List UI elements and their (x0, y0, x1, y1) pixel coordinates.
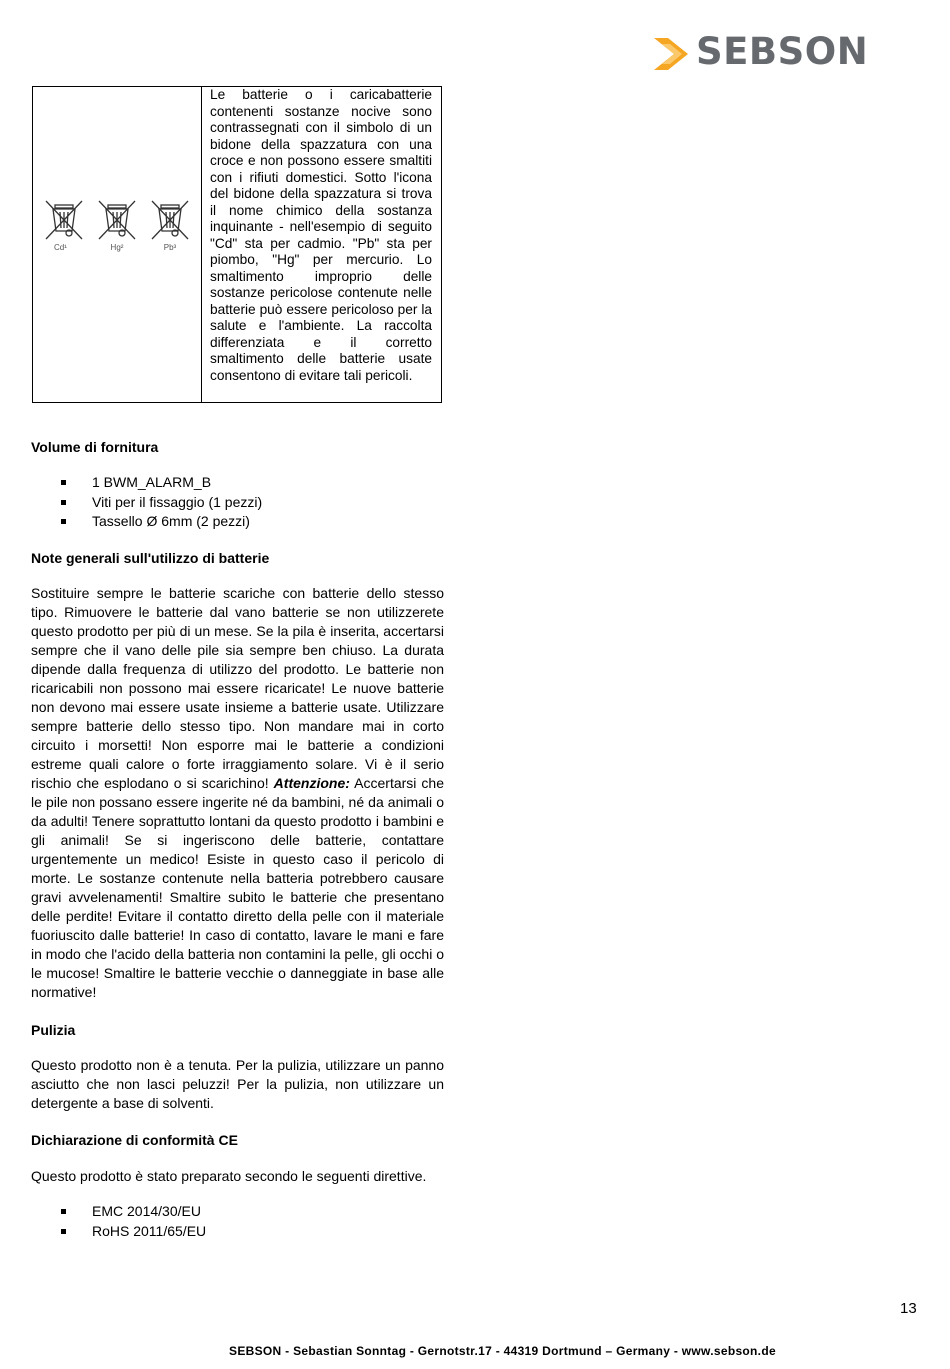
conformity-list (31, 1202, 206, 1241)
cleaning-text: Questo prodotto non è a tenuta. Per la pulizia, utilizzare un panno asciutto che non lasci peluzzi! Per la pulizia, non utilizzare un detergente a base di solventi. (31, 1057, 444, 1111)
footer-address: SEBSON - Sebastian Sonntag - Gernotstr.17 - 44319 Dortmund – Germany - www.sebson.de (229, 1344, 776, 1358)
bullet-square-icon (61, 1229, 66, 1234)
battery-notes-text: Sostituire sempre le batterie scariche con batterie dello stesso tipo. Rimuovere le batterie dal vano batterie se non utilizzerete questo prodotto per più di un mese. Se la pila è inserita, accertarsi sempre che il vano delle pile sia sempre ben chiuso. La durata dipende dalla frequenza di utilizzo del prodotto. Le batterie non ricaricabili non possono mai essere ricaricate! Le nuove batterie non devono mai essere usate insieme a batterie usate. Utilizzare sempre batterie dello stesso tipo. Non mandare mai in corto circuito i morsetti! Non esporre mai le batterie a condizioni estreme quali calore o forte irraggiamento solare. Vi è il serio rischio che esplodano o si scarichino! Attenzione: Accertarsi che le pile non possano essere ingerite né da bambini, né da animali o da adulti! Tenere soprattutto lontani da questo prodotto i bambini e gli animali! Se si ingeriscono delle batterie, contattare urgentemente un medico! Esiste in questo caso il pericolo di morte. Le sostanze contenute nella batteria potrebbero causare gravi avvelenamenti! Smaltire subito le batterie che presentano delle perdite! Evitare il contatto diretto della pelle con il materiale fuoriuscito dalle batterie! In caso di contatto, lavare le mani e fare in modo che l'acido della batteria non contamini la pelle, gli occhi o le mucose! Smaltire le batterie vecchie o danneggiate in base alle normative! (31, 585, 444, 1000)
battery-icons-cell (33, 87, 202, 402)
bin-label-hg: Hg² (110, 243, 124, 252)
bin-label-pb: Pb³ (163, 243, 177, 252)
list-item: 1 BWM_ALARM_B (31, 473, 262, 493)
sebson-logo (652, 30, 869, 74)
page-number: 13 (900, 1300, 917, 1317)
bullet-square-icon (61, 500, 66, 505)
supply-list (31, 473, 262, 532)
logo-text: SEBSON (696, 30, 869, 73)
list-item: RoHS 2011/65/EU (31, 1222, 206, 1242)
bullet-square-icon (61, 519, 66, 524)
battery-symbol-table (32, 86, 442, 403)
crossed-bin-hg-icon (93, 199, 141, 253)
cleaning-heading: Pulizia (31, 1022, 76, 1038)
bin-label-cd: Cd¹ (54, 243, 67, 252)
supply-heading: Volume di fornitura (31, 439, 159, 455)
battery-symbol-description: Le batterie o i caricabatterie contenenti sostanze nocive sono contrassegnati con il simbolo di un bidone della spazzatura con una croce e non possono essere smaltiti con i rifiuti domestici. Sotto l'icona del bidone della spazzatura si trova il nome chimico della sostanza inquinante - nell'esempio di seguito "Cd" sta per cadmio. "Pb" sta per piombo, "Hg" per mercurio. Lo smaltimento improprio delle sostanze pericolose contenute nelle batterie può essere pericoloso per la salute e l'ambiente. La raccolta differenziata e il corretto smaltimento delle batterie usate consentono di evitare tali pericoli. (210, 87, 432, 383)
bullet-square-icon (61, 480, 66, 485)
list-item: Viti per il fissaggio (1 pezzi) (31, 493, 262, 513)
bullet-square-icon (61, 1209, 66, 1214)
crossed-bin-pb-icon (146, 199, 194, 253)
conformity-heading: Dichiarazione di conformità CE (31, 1132, 238, 1148)
battery-notes-heading: Note generali sull'utilizzo di batterie (31, 550, 270, 566)
warning-emphasis: Attenzione: (273, 775, 350, 791)
chevron-logo-icon (652, 36, 692, 72)
crossed-bin-icons (40, 199, 194, 253)
conformity-text: Questo prodotto è stato preparato secondo le seguenti direttive. (31, 1168, 427, 1184)
list-item: EMC 2014/30/EU (31, 1202, 206, 1222)
list-item: Tassello Ø 6mm (2 pezzi) (31, 512, 262, 532)
crossed-bin-cd-icon (40, 199, 88, 253)
